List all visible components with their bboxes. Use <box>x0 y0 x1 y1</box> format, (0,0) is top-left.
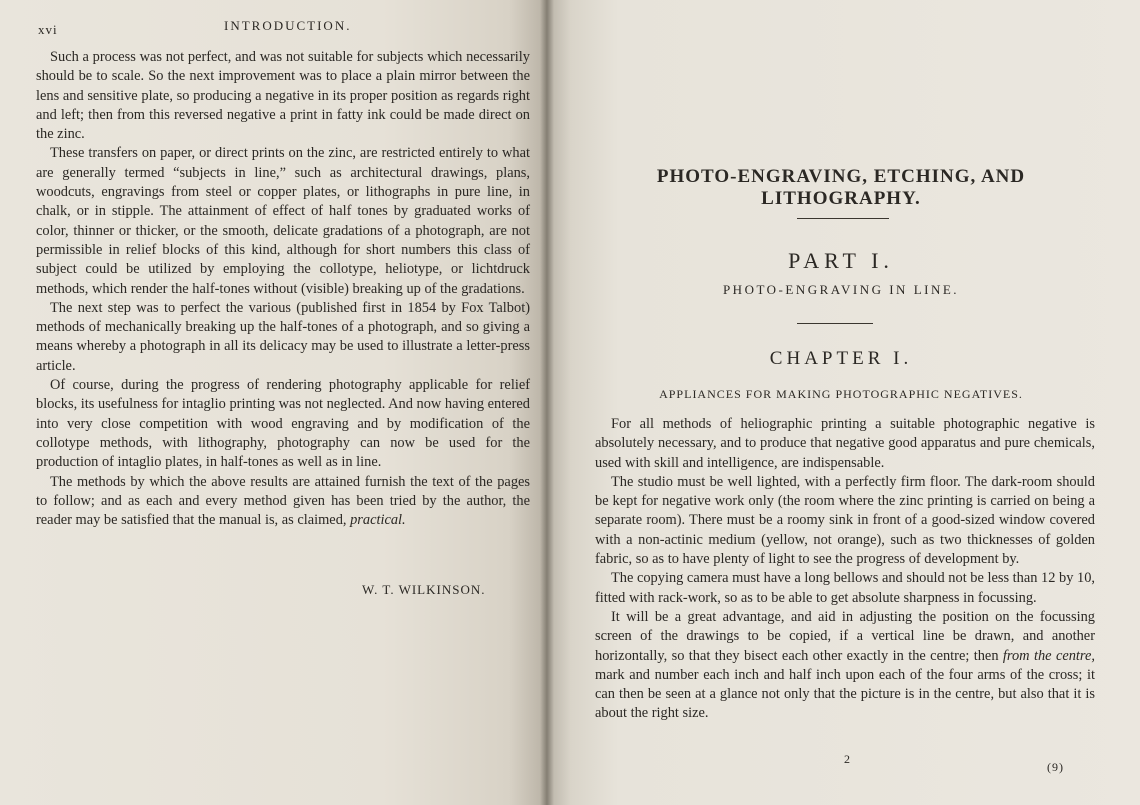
left-page <box>0 0 547 805</box>
page-number: (9) <box>1047 760 1064 774</box>
emphasis-word: practical. <box>350 512 406 529</box>
introduction-text <box>36 48 530 530</box>
running-title: INTRODUCTION. <box>224 18 352 33</box>
divider-rule <box>797 218 889 219</box>
paragraph <box>595 608 1095 724</box>
book-title: PHOTO-ENGRAVING, ETCHING, AND LITHOGRAPHY. <box>656 166 1026 209</box>
chapter-subtitle: APPLIANCES FOR MAKING PHOTOGRAPHIC NEGATIVES. <box>659 387 1023 401</box>
chapter-title: CHAPTER I. <box>769 348 913 369</box>
paragraph: The copying camera must have a long bellows and should not be less than 12 by 10, fitted with rack-work, so as to be able to get absolute sharpness in focussing. <box>595 570 1095 606</box>
signature-mark: 2 <box>844 752 850 766</box>
book-gutter <box>540 0 554 805</box>
paragraph: For all methods of heliographic printing a suitable photographic negative is absolutely necessary, and to produce that negative good apparatus and pure chemicals, used with skill and intelligence, are indispensable. <box>595 416 1095 471</box>
paragraph-text: mark and number each inch and half inch upon each of the four arms of the cross; it can then be seen at a glance not only that the picture is in the centre, but also that it is about the right size. <box>595 666 1095 722</box>
paragraph-text: The methods by which the above results are attained furnish the text of the pages to follow; and as each and every method given has been tried by the author, the reader may be satisfied that the manual is, as claimed, <box>36 473 530 529</box>
paragraph: The next step was to perfect the various (published first in 1854 by Fox Talbot) methods of mechanically breaking up the half-tones of a photograph, and so giving a means whereby a photograph in all its delicacy may be used to illustrate a letter-press article. <box>36 299 530 374</box>
paragraph-text: It will be a great advantage, and aid in adjusting the position on the focussing screen of the drawings to be copied, if a vertical line be drawn, and another horizontally, so that they bisect each other exactly in the centre; then <box>595 608 1095 664</box>
emphasis-phrase: from the centre, <box>1002 647 1095 664</box>
page-number: xvi <box>38 22 58 37</box>
right-page <box>547 0 1140 805</box>
chapter-text <box>595 415 1095 724</box>
part-title: PART I. <box>788 248 894 273</box>
paragraph: These transfers on paper, or direct prints on the zinc, are restricted entirely to what are generally termed “subjects in line,” such as architectural drawings, plans, woodcuts, engravings from steel or copper plates, or lithographs in pure line, in chalk, or in stipple. The attainment of effect of half tones by graduated works of color, thinner or thicker, or the smooth, delicate gradations of a photograph, are not permissible in relief blocks of this kind, although for short numbers this class of subject could be utilized by employing the collotype, heliotype, or lichtdruck methods, which render the half-tones without (visible) breaking up of the gradations. <box>36 145 530 297</box>
running-head <box>38 16 525 36</box>
divider-rule <box>797 323 873 324</box>
part-subtitle: PHOTO-ENGRAVING IN LINE. <box>722 282 960 297</box>
paragraph: The studio must be well lighted, with a perfectly firm floor. The dark-room should be kept for negative work only (the room where the zinc printing is carried on being a separate room). There must be a roomy sink in front of a good-sized window covered with a non-actinic medium (yellow, not orange), such as two thicknesses of golden fabric, so as to have plenty of light to see the progress of development by. <box>595 473 1095 568</box>
paragraph: Such a process was not perfect, and was not suitable for subjects which necessarily should be to scale. So the next improvement was to place a plain mirror between the lens and sensitive plate, so producing a negative in its proper position as regards right and left; then from this reversed negative a print in fatty ink could be made direct on the zinc. <box>36 49 530 143</box>
paragraph: Of course, during the progress of rendering photography applicable for relief blocks, its usefulness for intaglio printing was not neglected. And now having entered into very close competition with wood engraving and by modification of the collotype methods, with lithography, photography can now be used for the production of intaglio plates, in half-tones as well as in line. <box>36 377 530 471</box>
author-signature: W. T. WILKINSON. <box>362 582 486 597</box>
paragraph <box>36 473 530 531</box>
